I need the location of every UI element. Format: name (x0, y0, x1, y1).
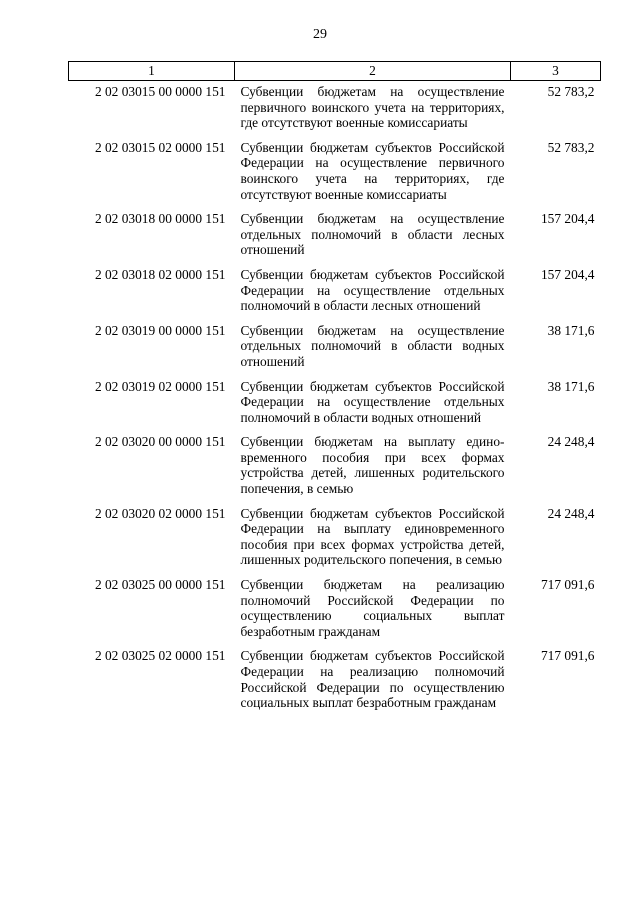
table-row (69, 267, 601, 323)
description: Субвенции бюджетам субъектов Российской Федерации на осуществление отдельных полномочий в области лесных отношений (240, 266, 505, 314)
page-number: 29 (313, 27, 327, 42)
description: Субвенции бюджетам на осуществление первичного воинского учета на территориях, где отсутствуют военные комиссариаты (240, 84, 505, 131)
budget-code: 2 02 03020 02 0000 151 (94, 505, 226, 521)
budget-table (68, 61, 601, 720)
amount: 157 204,4 (540, 211, 595, 227)
description: Субвенции бюджетам на выплату единовременного пособия при всех формах устройства детей, лишенных родительского попечения, в семью (240, 434, 505, 497)
amount: 24 248,4 (547, 434, 595, 450)
budget-code: 2 02 03025 02 0000 151 (94, 648, 226, 664)
table-row (69, 379, 601, 435)
table-row (69, 323, 601, 379)
amount: 717 091,6 (540, 577, 595, 593)
amount: 52 783,2 (547, 139, 595, 155)
table-row (69, 506, 601, 577)
amount: 52 783,2 (547, 84, 595, 99)
budget-code: 2 02 03025 00 0000 151 (94, 577, 226, 593)
table-header (69, 62, 601, 81)
header-column-1: 1 (69, 62, 235, 81)
budget-code: 2 02 03015 02 0000 151 (94, 139, 226, 155)
amount: 24 248,4 (547, 505, 595, 521)
budget-code: 2 02 03020 00 0000 151 (94, 434, 226, 450)
table-body (69, 81, 601, 720)
budget-code: 2 02 03018 02 0000 151 (94, 266, 226, 282)
header-column-2: 2 (235, 62, 511, 81)
description: Субвенции бюджетам субъектов Российской Федерации на реализацию полномочий Российской Федерации по осуществлению социальных выплат безработным гражданам (240, 648, 505, 711)
description: Субвенции бюджетам на осуществление отдельных полномочий в области лесных отношений (240, 211, 505, 258)
table-row (69, 577, 601, 648)
table-row (69, 140, 601, 211)
description: Субвенции бюджетам субъектов Российской Федерации на осуществление отдельных полномочий в области водных отношений (240, 378, 505, 425)
amount: 157 204,4 (540, 266, 595, 282)
table-row (69, 81, 601, 140)
amount: 717 091,6 (540, 648, 595, 664)
table-row (69, 211, 601, 267)
description: Субвенции бюджетам на осуществление отдельных полномочий в области водных отношений (240, 322, 505, 369)
amount: 38 171,6 (547, 322, 595, 338)
header-column-3: 3 (511, 62, 601, 81)
description: Субвенции бюджетам субъектов Российской Федерации на выплату единовременного пособия при всех формах устройства детей, лишенных родительского попечения, в семью (240, 505, 505, 568)
amount: 38 171,6 (547, 378, 595, 394)
budget-code: 2 02 03019 00 0000 151 (94, 322, 226, 338)
description: Субвенции бюджетам на реализацию полномочий Российской Федерации по осуществлению социальных выплат безработным гражданам (240, 577, 505, 639)
description: Субвенции бюджетам субъектов Российской Федерации на осуществление первичного воинского учета на территориях, где отсутствуют военные комиссариаты (240, 139, 505, 202)
budget-code: 2 02 03015 00 0000 151 (94, 84, 226, 99)
budget-code: 2 02 03019 02 0000 151 (94, 378, 226, 394)
table-row (69, 648, 601, 719)
table-row (69, 434, 601, 505)
header-row (69, 62, 601, 81)
budget-code: 2 02 03018 00 0000 151 (94, 211, 226, 227)
